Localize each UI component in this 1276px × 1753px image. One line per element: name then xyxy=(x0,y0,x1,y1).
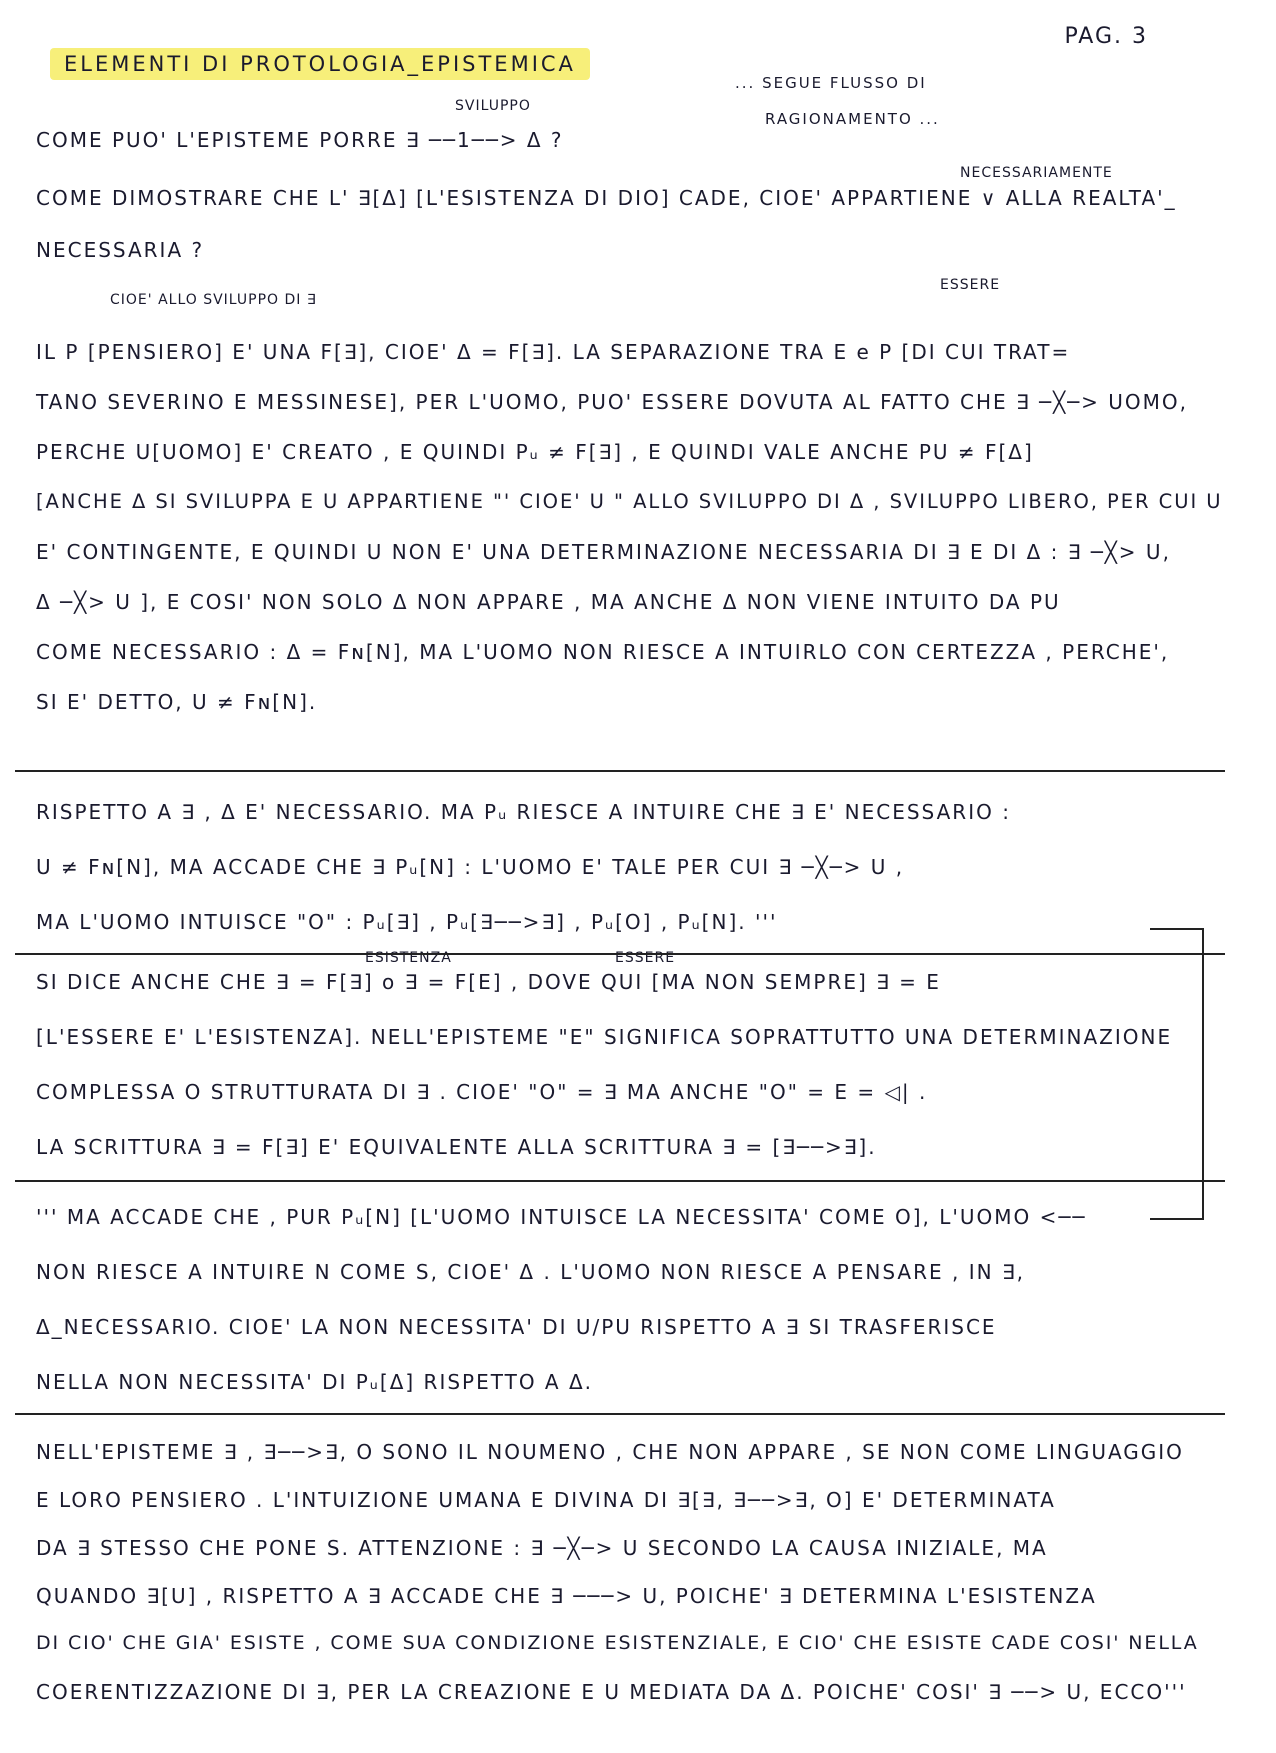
s5-line: DI CIO' CHE GIA' ESISTE , COME SUA CONDIZIONE ESISTENZIALE, E CIO' CHE ESISTE CADE COSI' NELLA xyxy=(36,1632,1199,1654)
intro-line-3: NECESSARIA ? xyxy=(36,238,205,262)
flow-note-1: ... SEGUE FLUSSO DI xyxy=(735,74,927,92)
intro-line-1: COME PUO' L'EPISTEME PORRE ∃ ──1──> Δ ? xyxy=(36,128,564,152)
s5-line: QUANDO ∃[U] , RISPETTO A ∃ ACCADE CHE ∃ ───> U, POICHE' ∃ DETERMINA L'ESISTENZA xyxy=(36,1584,1097,1608)
s2-line: RISPETTO A ∃ , Δ E' NECESSARIO. MA Pᵤ RIESCE A INTUIRE CHE ∃ E' NECESSARIO : xyxy=(36,800,1011,824)
page-title: ELEMENTI DI PROTOLOGIA_EPISTEMICA xyxy=(50,48,590,80)
s1-line: TANO SEVERINO E MESSINESE], PER L'UOMO, PUO' ESSERE DOVUTA AL FATTO CHE ∃ ─╳─> UOMO, xyxy=(36,390,1189,414)
note-essere: ESSERE xyxy=(940,277,1001,293)
note-esistenza: ESISTENZA xyxy=(365,950,452,966)
divider xyxy=(15,1180,1225,1182)
flow-note-2: RAGIONAMENTO ... xyxy=(765,110,940,128)
s3-line: COMPLESSA O STRUTTURATA DI ∃ . CIOE' "O" = ∃ MA ANCHE "O" = E = ◁| . xyxy=(36,1080,928,1104)
s1-line: PERCHE U[UOMO] E' CREATO , E QUINDI Pᵤ ≠ F[∃] , E QUINDI VALE ANCHE PU ≠ F[Δ] xyxy=(36,440,1034,464)
s5-line: E LORO PENSIERO . L'INTUIZIONE UMANA E DIVINA DI ∃[∃, ∃──>∃, O] E' DETERMINATA xyxy=(36,1488,1056,1512)
note-essere-2: ESSERE xyxy=(615,950,676,966)
note-sviluppo: SVILUPPO xyxy=(455,98,531,114)
note-cioe-sviluppo: CIOE' ALLO SVILUPPO DI ∃ xyxy=(110,292,317,308)
page-number: PAG. 3 xyxy=(1064,24,1148,49)
s1-line: COME NECESSARIO : Δ = Fɴ[N], MA L'UOMO NON RIESCE A INTUIRLO CON CERTEZZA , PERCHE', xyxy=(36,640,1170,664)
s1-line: Δ ─╳> U ], E COSI' NON SOLO Δ NON APPARE , MA ANCHE Δ NON VIENE INTUITO DA PU xyxy=(36,590,1061,614)
s3-line: SI DICE ANCHE CHE ∃ = F[∃] o ∃ = F[E] , DOVE QUI [MA NON SEMPRE] ∃ = E xyxy=(36,970,941,994)
s5-line: COERENTIZZAZIONE DI ∃, PER LA CREAZIONE E U MEDIATA DA Δ. POICHE' COSI' ∃ ──> U, ECCO''' xyxy=(36,1680,1187,1704)
s2-line: MA L'UOMO INTUISCE "O" : Pᵤ[∃] , Pᵤ[∃──>∃] , Pᵤ[O] , Pᵤ[N]. ''' xyxy=(36,910,778,934)
s5-line: DA ∃ STESSO CHE PONE S. ATTENZIONE : ∃ ─╳─> U SECONDO LA CAUSA INIZIALE, MA xyxy=(36,1536,1048,1560)
s2-line: U ≠ Fɴ[N], MA ACCADE CHE ∃ Pᵤ[N] : L'UOMO E' TALE PER CUI ∃ ─╳─> U , xyxy=(36,855,905,879)
s1-line: [ANCHE Δ SI SVILUPPA E U APPARTIENE "' CIOE' U " ALLO SVILUPPO DI Δ , SVILUPPO LIBERO, PER CUI U xyxy=(36,490,1223,513)
divider xyxy=(15,1413,1225,1415)
s4-line: NELLA NON NECESSITA' DI Pᵤ[Δ] RISPETTO A Δ. xyxy=(36,1370,593,1394)
divider xyxy=(15,770,1225,772)
s4-line: Δ_NECESSARIO. CIOE' LA NON NECESSITA' DI U/PU RISPETTO A ∃ SI TRASFERISCE xyxy=(36,1315,997,1339)
note-necessariamente: NECESSARIAMENTE xyxy=(960,165,1113,181)
s4-line: NON RIESCE A INTUIRE N COME S, CIOE' Δ . L'UOMO NON RIESCE A PENSARE , IN ∃, xyxy=(36,1260,1025,1284)
s1-line: E' CONTINGENTE, E QUINDI U NON E' UNA DETERMINAZIONE NECESSARIA DI ∃ E DI Δ : ∃ ─╳> U, xyxy=(36,540,1171,564)
intro-line-2: COME DIMOSTRARE CHE L' ∃[Δ] [L'ESISTENZA DI DIO] CADE, CIOE' APPARTIENE ∨ ALLA REALTA'_ xyxy=(36,186,1177,210)
s1-line: IL P [PENSIERO] E' UNA F[∃], CIOE' Δ = F[∃]. LA SEPARAZIONE TRA E e P [DI CUI TRAT= xyxy=(36,340,1071,364)
divider xyxy=(15,953,1225,955)
s5-line: NELL'EPISTEME ∃ , ∃──>∃, O SONO IL NOUMENO , CHE NON APPARE , SE NON COME LINGUAGGIO xyxy=(36,1440,1184,1464)
s3-line: [L'ESSERE E' L'ESISTENZA]. NELL'EPISTEME "E" SIGNIFICA SOPRATTUTTO UNA DETERMINAZIONE xyxy=(36,1025,1173,1049)
cross-reference-arrow xyxy=(1150,928,1204,1220)
s3-line: LA SCRITTURA ∃ = F[∃] E' EQUIVALENTE ALLA SCRITTURA ∃ = [∃──>∃]. xyxy=(36,1135,877,1159)
s4-line: ''' MA ACCADE CHE , PUR Pᵤ[N] [L'UOMO INTUISCE LA NECESSITA' COME O], L'UOMO <── xyxy=(36,1205,1087,1229)
s1-line: SI E' DETTO, U ≠ Fɴ[N]. xyxy=(36,690,318,714)
